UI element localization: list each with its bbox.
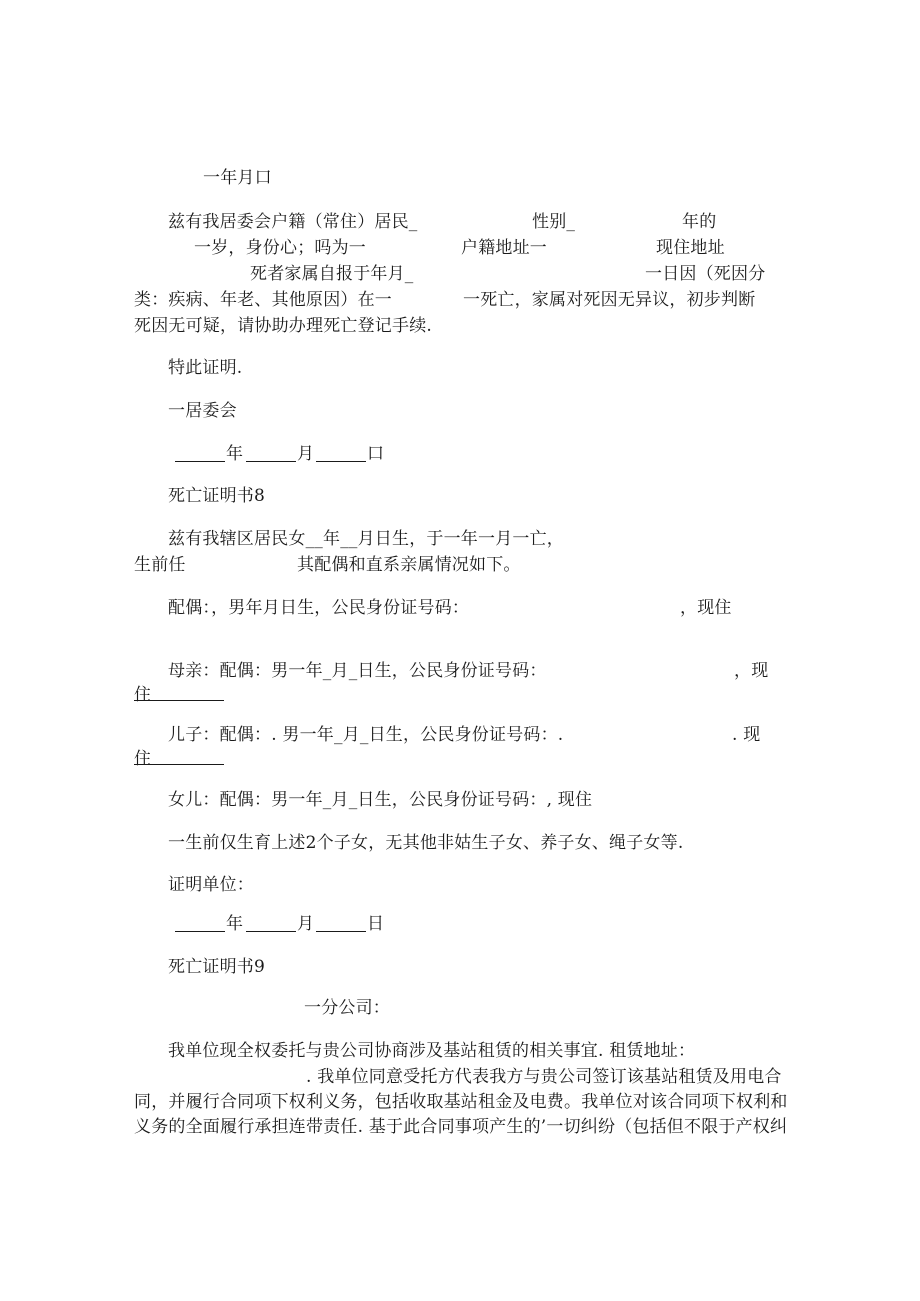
section8-title: 死亡证明书8 <box>168 486 266 506</box>
org-name: 一居委会 <box>168 401 237 421</box>
para1-line1-a: 兹有我居委会户籍（常住）居民_ <box>168 212 418 232</box>
date2-year-label: 年 <box>226 914 244 934</box>
spouse-line-a: 配偶：，男年月日生，公民身份证号码： <box>168 598 470 618</box>
para1-line2-a: 一岁，身份心；吗为一 <box>194 238 366 258</box>
para1-line2-c: 现住地址 <box>656 238 725 258</box>
para1-line3-b: 一日因（死因分 <box>645 264 766 284</box>
son-line-b: . 现 <box>732 725 761 745</box>
mother-line-b: ，现 <box>734 661 769 681</box>
para1-line1-b: 性别_ <box>532 212 576 232</box>
s9-para1-line3: 同，并履行合同项下权利义务，包括收取基站租金及电费。我单位对该合同项下权利和 <box>134 1092 788 1112</box>
s8-para1-line2-b: 其配偶和直系亲属情况如下。 <box>297 555 521 575</box>
daughter-line: 女儿：配偶：男一年_月_日生，公民身份证号码：, 现住 <box>168 790 593 810</box>
date-day-label: 口 <box>367 444 385 464</box>
son-line-a: 儿子：配偶：. 男一年_月_日生，公民身份证号码：. <box>168 725 564 745</box>
date-month-label: 月 <box>297 444 315 464</box>
para1-line3-a: 死者家属自报于年月_ <box>250 264 414 284</box>
children-statement: 一生前仅生育上述2个子女，无其他非姑生子女、养子女、绳子女等. <box>168 833 684 853</box>
son-line2: 住 <box>134 749 152 769</box>
para1-line1-c: 年的 <box>682 212 717 232</box>
date2-month-label: 月 <box>297 914 315 934</box>
spouse-line-b: ，现住 <box>680 598 732 618</box>
certifying-unit: 证明单位： <box>168 875 254 895</box>
son-address-underline <box>134 764 224 765</box>
para1-line4-a: 类：疾病、年老、其他原因）在一 <box>134 290 392 310</box>
para1-line4-b: 一死亡，家属对死因无异议，初步判断 <box>463 290 756 310</box>
date-line: 一年月口 <box>203 168 272 188</box>
para1-line5: 死因无可疑，请协助办理死亡登记手续. <box>134 316 433 336</box>
s8-para1-line2-a: 生前任 <box>134 555 186 575</box>
s9-para1-line4: 义务的全面履行承担连带责任. 基于此合同事项产生的’一切纠纷（包括但不限于产权纠 <box>134 1117 788 1137</box>
section9-title: 死亡证明书9 <box>168 957 266 977</box>
para1-line2-b: 户籍地址一 <box>461 238 547 258</box>
date-year-label: 年 <box>226 444 244 464</box>
special-proof: 特此证明. <box>168 358 243 378</box>
addressee: 一分公司： <box>304 998 390 1018</box>
s8-para1-line1: 兹有我辖区居民女__年__月日生，于一年一月一亡， <box>168 529 564 549</box>
s9-para1-line2: . 我单位同意受托方代表我方与贵公司签订该基站租赁及用电合 <box>306 1067 782 1087</box>
mother-address-underline <box>134 700 224 701</box>
s9-para1-line1: 我单位现全权委托与贵公司协商涉及基站租赁的相关事宜. 租赁地址： <box>168 1041 696 1061</box>
date2-day-label: 日 <box>367 914 385 934</box>
mother-line-a: 母亲：配偶：男一年_月_日生，公民身份证号码： <box>168 661 547 681</box>
mother-line2: 住 <box>134 685 152 705</box>
